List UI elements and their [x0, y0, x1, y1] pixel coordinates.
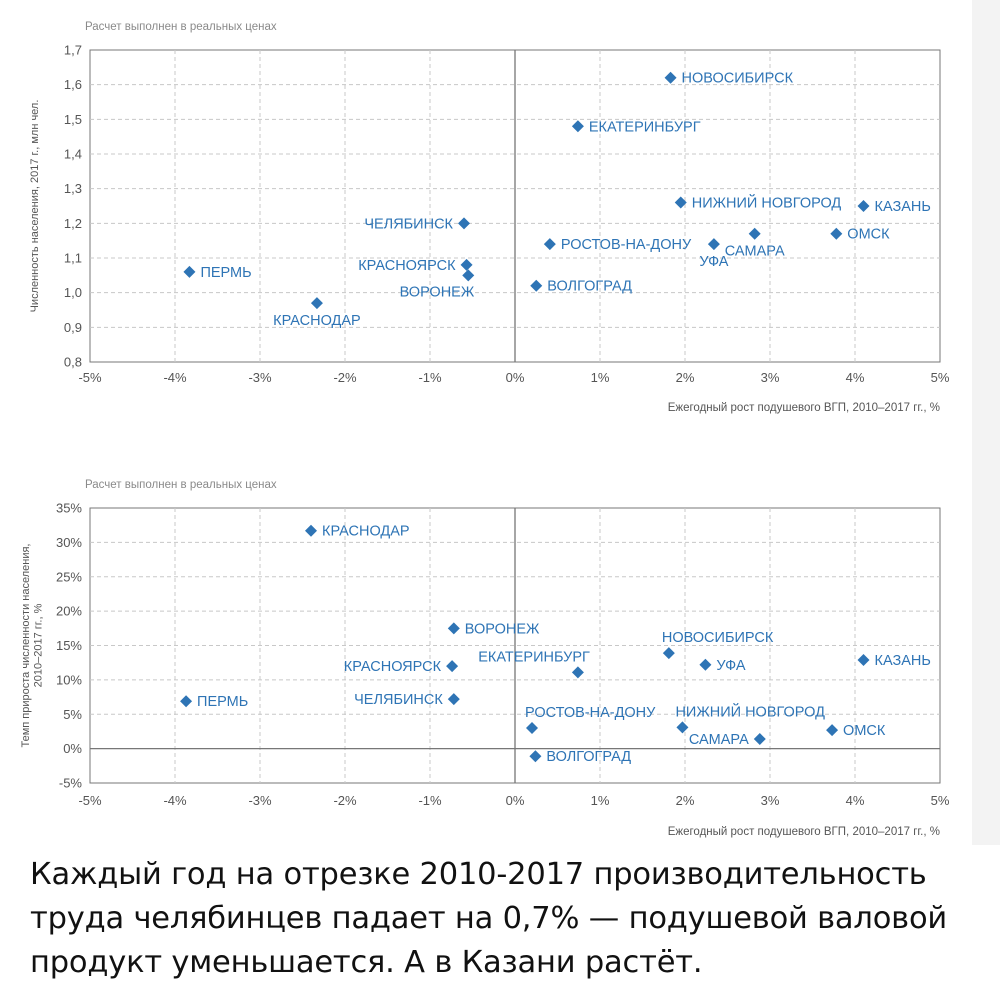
data-point-marker [699, 659, 711, 671]
y-tick-label: 1,7 [63, 42, 82, 58]
data-point-marker [826, 724, 838, 736]
y-tick-label: 1,0 [63, 285, 82, 301]
x-tick-label: 2% [675, 793, 695, 808]
right-margin-strip [972, 0, 1000, 845]
y-tick-label: 1,2 [63, 215, 82, 231]
data-point-marker [180, 695, 192, 707]
data-point-marker [754, 733, 766, 745]
data-point-label: ПЕРМЬ [197, 694, 249, 711]
data-point-marker [749, 228, 761, 240]
data-point-label: САМАРА [688, 732, 749, 748]
data-point-marker [311, 297, 323, 309]
data-point-label: ОМСК [843, 723, 886, 740]
data-point-marker [530, 280, 542, 292]
x-tick-label: -2% [333, 370, 357, 385]
data-point-label: ПЕРМЬ [200, 264, 252, 281]
x-tick-label: -5% [78, 793, 102, 808]
data-point-marker [305, 525, 317, 537]
x-axis-label: Ежегодный рост подушевого ВГП, 2010–2017 гг., % [667, 402, 940, 414]
data-point-marker [858, 200, 870, 212]
data-point-label: ОМСК [847, 226, 890, 243]
data-point-label: ВОРОНЕЖ [464, 621, 540, 638]
x-tick-label: 1% [590, 370, 610, 385]
x-tick-label: -5% [78, 370, 102, 385]
y-axis-label: Темп прироста численности населения,2010–2017 гг., % [19, 543, 45, 748]
data-point-label: ЧЕЛЯБИНСК [354, 692, 443, 709]
x-tick-label: 4% [845, 793, 865, 808]
data-point-marker [448, 693, 460, 705]
chart-population-growth-vs-gdp-growth [0, 470, 972, 845]
x-tick-label: -1% [418, 370, 442, 385]
y-tick-label: 25% [55, 569, 82, 585]
x-tick-label: -4% [163, 370, 187, 385]
data-point-label: ВОЛГОГРАД [546, 749, 632, 766]
y-tick-label: 20% [55, 603, 82, 619]
x-tick-label: -4% [163, 793, 187, 808]
data-point-marker [448, 622, 460, 634]
data-point-marker [572, 666, 584, 678]
x-tick-label: -3% [248, 793, 272, 808]
x-tick-label: -2% [333, 793, 357, 808]
y-tick-label: 15% [55, 638, 82, 653]
x-axis-label: Ежегодный рост подушевого ВГП, 2010–2017 гг., % [667, 826, 940, 838]
data-point-marker [663, 647, 675, 659]
chart-subtitle: Расчет выполнен в реальных ценах [85, 479, 277, 491]
y-tick-label: 10% [55, 672, 82, 688]
y-tick-label: 1,3 [63, 181, 82, 197]
x-tick-label: 5% [930, 370, 950, 385]
chart-subtitle: Расчет выполнен в реальных ценах [85, 21, 277, 33]
data-point-label: КАЗАНЬ [874, 652, 931, 669]
x-tick-label: 2% [675, 370, 695, 385]
x-tick-label: 3% [760, 793, 780, 808]
data-point-label: КРАСНОДАР [322, 523, 410, 540]
y-tick-label: 5% [63, 706, 82, 722]
y-tick-label: 30% [55, 534, 82, 550]
x-tick-label: 1% [590, 793, 610, 808]
data-point-marker [665, 72, 677, 84]
data-point-marker [572, 120, 584, 132]
data-point-marker [183, 266, 195, 278]
y-tick-label: 0,8 [63, 354, 82, 370]
data-point-marker [544, 238, 556, 250]
y-axis-label: Численность населения, 2017 г., млн чел. [29, 99, 41, 313]
caption-text: Каждый год на отрезке 2010-2017 производительность труда челябинцев падает на 0,7% — подушевой валовой продукт уменьшается. А в Казани растёт. [30, 857, 948, 980]
data-point-marker [529, 750, 541, 762]
data-point-label: РОСТОВ-НА-ДОНУ [525, 705, 656, 721]
data-point-label: ЕКАТЕРИНБУРГ [478, 649, 590, 666]
data-point-label: ВОРОНЕЖ [399, 284, 475, 301]
data-point-label: ЧЕЛЯБИНСК [364, 216, 453, 233]
data-point-label: УФА [699, 254, 729, 271]
x-tick-label: 0% [505, 370, 525, 385]
chart-population-vs-gdp-growth [0, 0, 972, 425]
x-tick-label: 3% [760, 370, 780, 385]
data-point-marker [461, 259, 473, 271]
data-point-marker [858, 654, 870, 666]
data-point-marker [446, 660, 458, 672]
data-point-label: НИЖНИЙ НОВГОРОД [675, 704, 825, 721]
y-tick-label: 1,6 [63, 77, 82, 93]
data-point-label: УФА [716, 657, 746, 674]
data-point-label: САМАРА [724, 243, 785, 260]
y-tick-label: 1,4 [63, 146, 82, 162]
x-tick-label: -3% [248, 370, 272, 385]
x-tick-label: -1% [418, 793, 442, 808]
x-tick-label: 5% [930, 793, 950, 808]
data-point-label: КРАСНОДАР [273, 313, 361, 330]
data-point-label: НОВОСИБИРСК [661, 630, 774, 647]
x-tick-label: 4% [845, 370, 865, 385]
data-point-marker [458, 217, 470, 229]
y-tick-label: 1,5 [63, 111, 82, 127]
y-tick-label: 35% [55, 500, 82, 516]
data-point-label: КРАСНОЯРСК [343, 659, 442, 676]
data-point-marker [676, 721, 688, 733]
y-tick-label: 0,9 [63, 319, 82, 335]
data-point-label: КРАСНОЯРСК [358, 257, 456, 274]
data-point-marker [830, 228, 842, 240]
data-point-label: НИЖНИЙ НОВГОРОД [691, 195, 842, 212]
data-point-label: ВОЛГОГРАД [547, 278, 632, 295]
x-tick-label: 0% [505, 793, 525, 808]
data-point-marker [462, 269, 474, 281]
data-point-marker [526, 722, 538, 734]
y-tick-label: 1,1 [63, 250, 82, 266]
data-point-marker [708, 238, 720, 250]
y-tick-label: -5% [58, 775, 82, 791]
data-point-label: РОСТОВ-НА-ДОНУ [560, 237, 692, 254]
data-point-label: КАЗАНЬ [874, 199, 931, 215]
y-tick-label: 0% [63, 741, 82, 757]
data-point-label: ЕКАТЕРИНБУРГ [588, 119, 701, 136]
data-point-label: НОВОСИБИРСК [681, 70, 794, 87]
